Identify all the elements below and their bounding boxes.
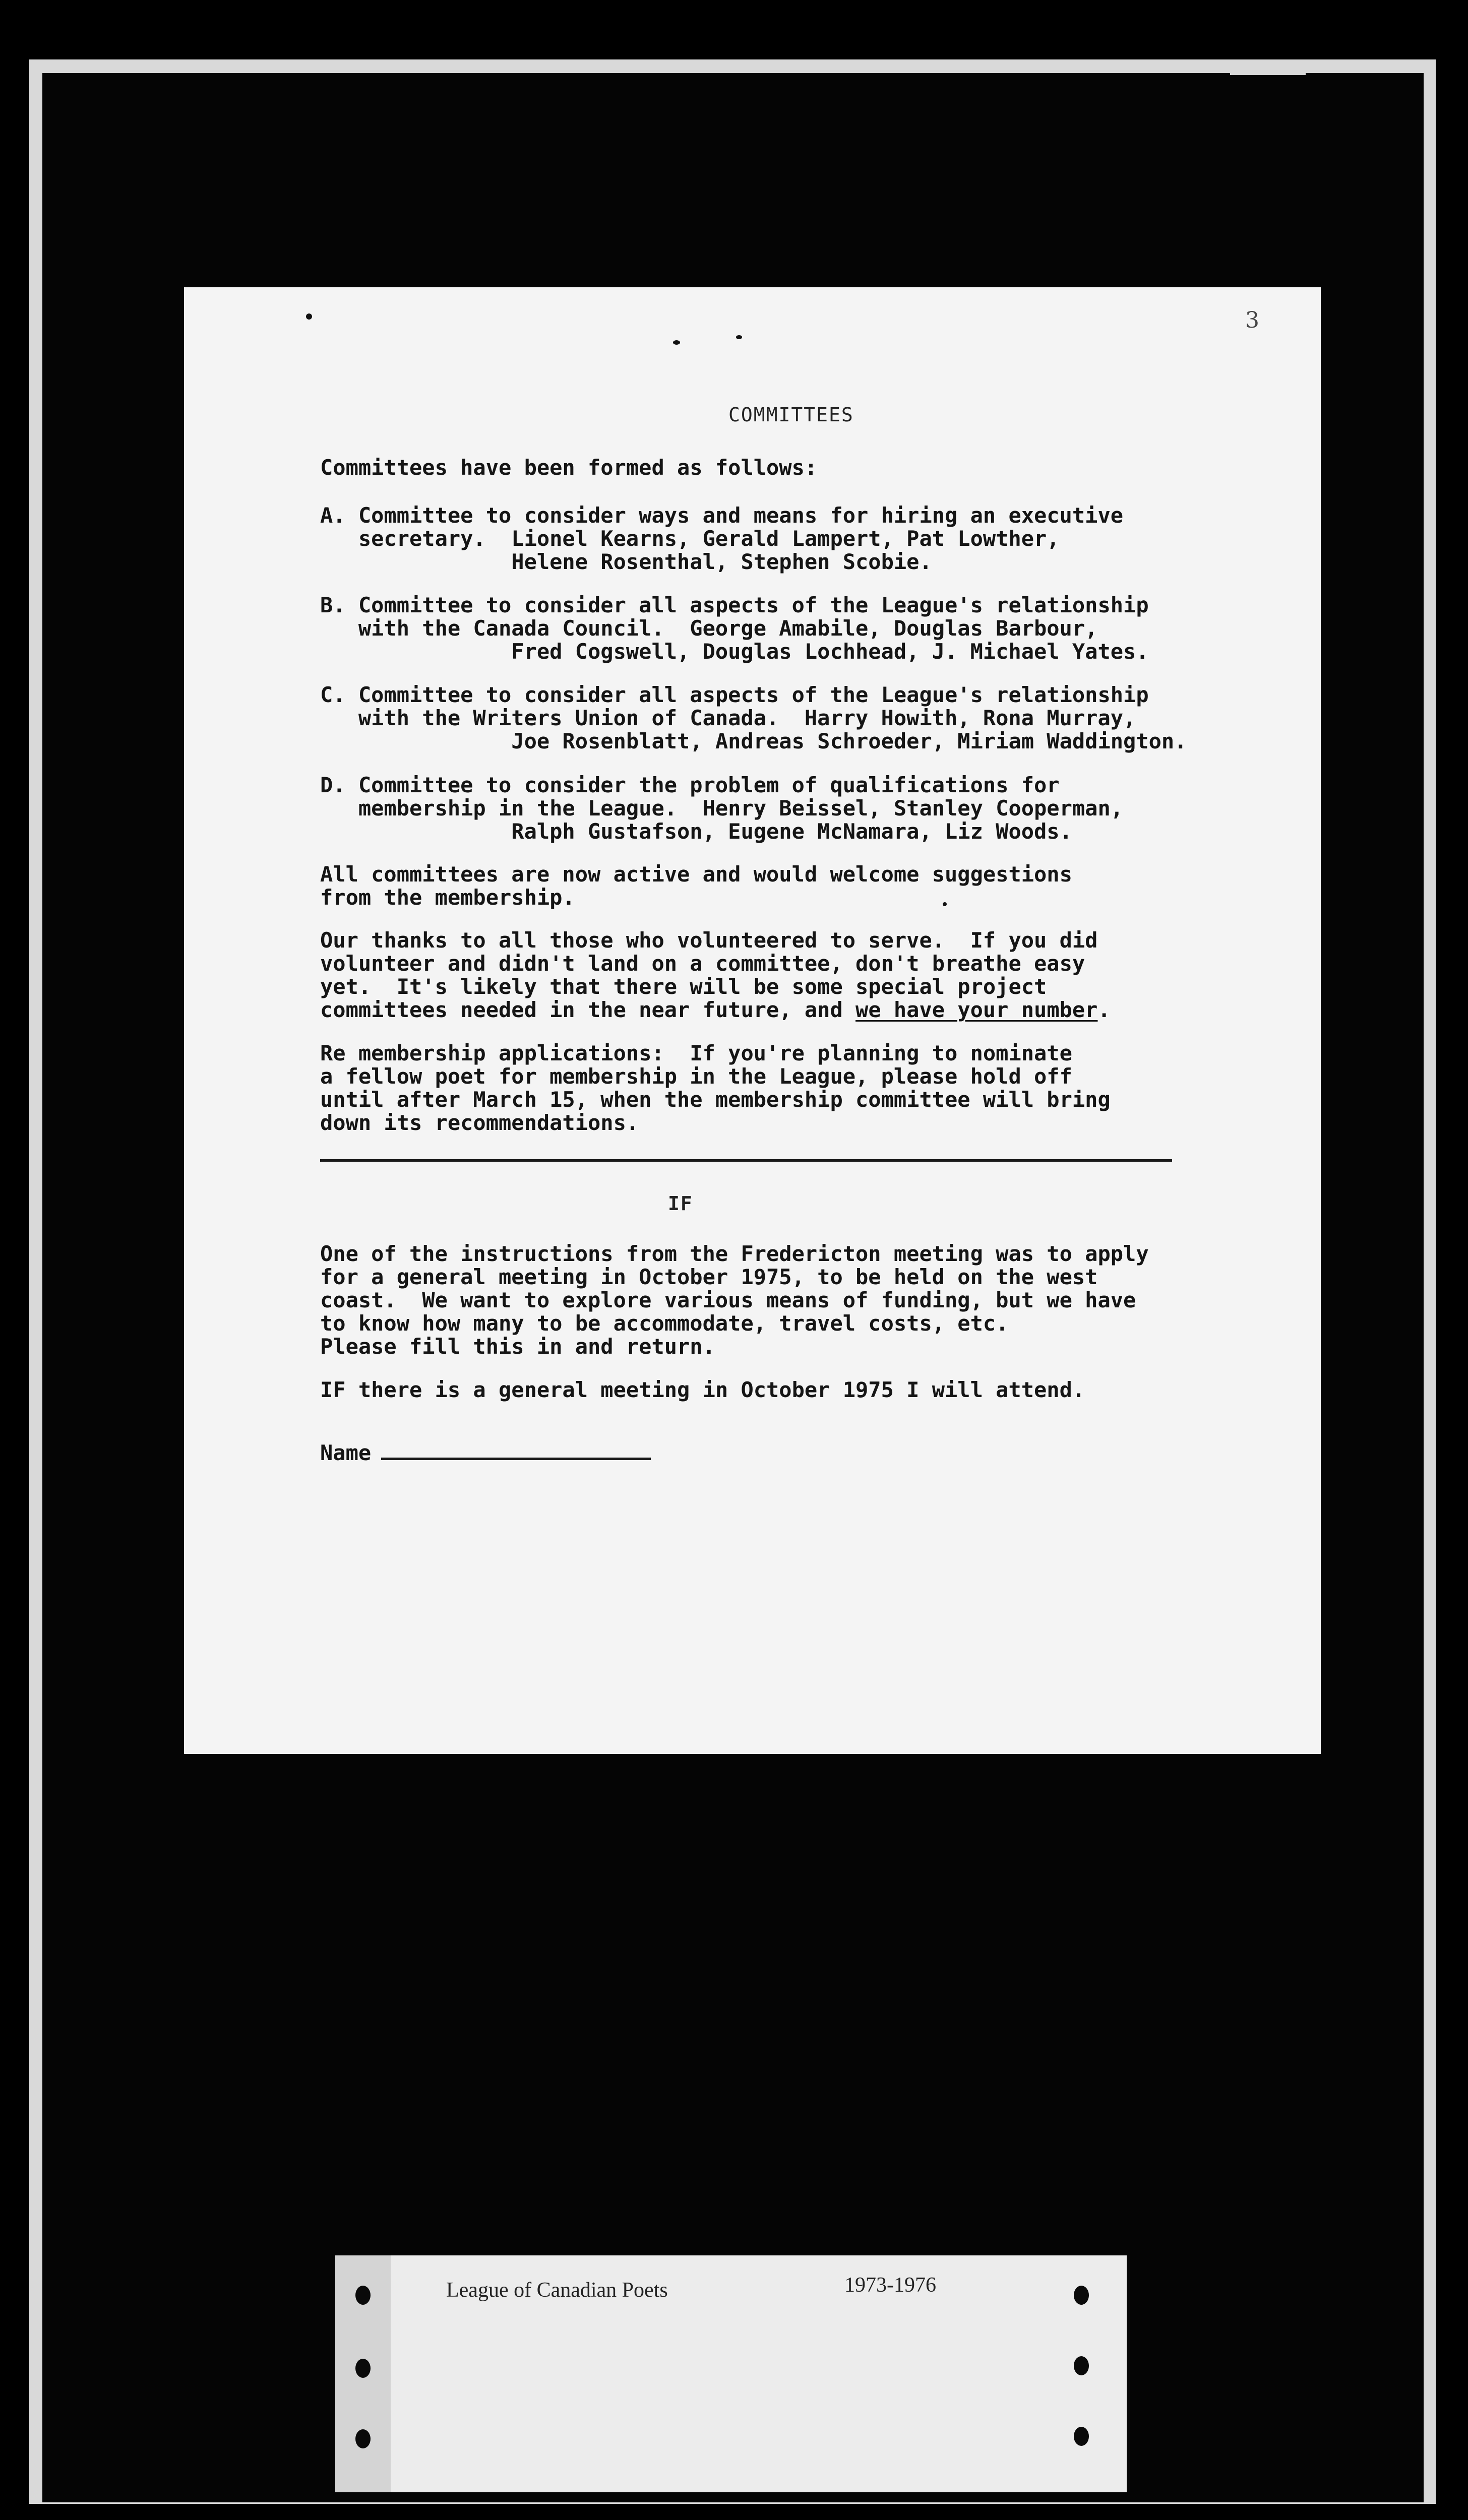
thanks-last-prefix: committees needed in the near future, and (320, 997, 856, 1022)
attend-line: IF there is a general meeting in October 1975 I will attend. (320, 1377, 1085, 1402)
speck (673, 340, 680, 345)
committee-d-line-2: membership in the League. Henry Beissel, Stanley Cooperman, (320, 796, 1124, 821)
membership-para-line-2: a fellow poet for membership in the League, please hold off (320, 1064, 1072, 1089)
name-row (320, 1441, 651, 1465)
committee-c-line-2: with the Writers Union of Canada. Harry Howith, Rona Murray, (320, 706, 1136, 730)
committee-a-line-3: Helene Rosenthal, Stephen Scobie. (320, 549, 932, 574)
hole-icon (355, 2286, 371, 2305)
committee-a-line-1: A. Committee to consider ways and means for hiring an executive (320, 503, 1124, 528)
speck (943, 902, 947, 906)
membership-para-line-1: Re membership applications: If you're planning to nominate (320, 1041, 1072, 1065)
label-years: 1973-1976 (844, 2274, 936, 2297)
hole-icon (1074, 2286, 1089, 2305)
speck (306, 313, 312, 320)
committees-heading: COMMITTEES (728, 404, 854, 426)
committee-c-line-1: C. Committee to consider all aspects of the League's relationship (320, 682, 1149, 707)
if-heading: IF (668, 1192, 693, 1215)
committee-d-line-3: Ralph Gustafson, Eugene McNamara, Liz Woods. (320, 819, 1072, 844)
if-para-line-4: to know how many to be accommodate, travel costs, etc. (320, 1311, 1009, 1336)
if-para-line-2: for a general meeting in October 1975, to be held on the west (320, 1265, 1098, 1289)
if-para-line-3: coast. We want to explore various means of funding, but we have (320, 1288, 1136, 1312)
thanks-para-line-1: Our thanks to all those who volunteered to serve. If you did (320, 928, 1098, 953)
hole-icon (1074, 2356, 1089, 2375)
intro-text: Committees have been formed as follows: (320, 455, 818, 480)
label-title: League of Canadian Poets (446, 2279, 668, 2302)
thanks-para-line-4 (320, 998, 1111, 1022)
committee-a-line-2: secretary. Lionel Kearns, Gerald Lampert, Pat Lowther, (320, 526, 1060, 551)
if-para-line-5: Please fill this in and return. (320, 1334, 715, 1359)
active-para-line-2: from the membership. (320, 885, 575, 910)
hole-icon (1074, 2427, 1089, 2446)
archive-label (335, 2255, 1127, 2492)
underlined-phrase: we have your number (855, 997, 1098, 1022)
frame-mark (1230, 68, 1306, 75)
membership-para-line-4: down its recommendations. (320, 1110, 639, 1135)
horizontal-rule (320, 1159, 1172, 1162)
committee-b-line-1: B. Committee to consider all aspects of the League's relationship (320, 593, 1149, 617)
name-label: Name (320, 1440, 372, 1465)
hole-icon (355, 2429, 371, 2448)
active-para-line-1: All committees are now active and would welcome suggestions (320, 862, 1072, 887)
committee-b-line-3: Fred Cogswell, Douglas Lochhead, J. Michael Yates. (320, 639, 1149, 664)
speck (736, 335, 742, 339)
if-para-line-1: One of the instructions from the Fredericton meeting was to apply (320, 1241, 1149, 1266)
thanks-para-line-2: volunteer and didn't land on a committee, don't breathe easy (320, 951, 1085, 976)
page-number: 3 (1245, 307, 1259, 333)
document-page (184, 287, 1321, 1754)
committee-c-line-3: Joe Rosenblatt, Andreas Schroeder, Miriam Waddington. (320, 729, 1187, 753)
hole-icon (355, 2359, 371, 2378)
thanks-last-suffix: . (1097, 997, 1111, 1022)
name-field[interactable] (381, 1442, 651, 1460)
thanks-para-line-3: yet. It's likely that there will be some special project (320, 974, 1047, 999)
membership-para-line-3: until after March 15, when the membership committee will bring (320, 1087, 1111, 1112)
committee-b-line-2: with the Canada Council. George Amabile, Douglas Barbour, (320, 616, 1098, 641)
committee-d-line-1: D. Committee to consider the problem of qualifications for (320, 773, 1060, 797)
